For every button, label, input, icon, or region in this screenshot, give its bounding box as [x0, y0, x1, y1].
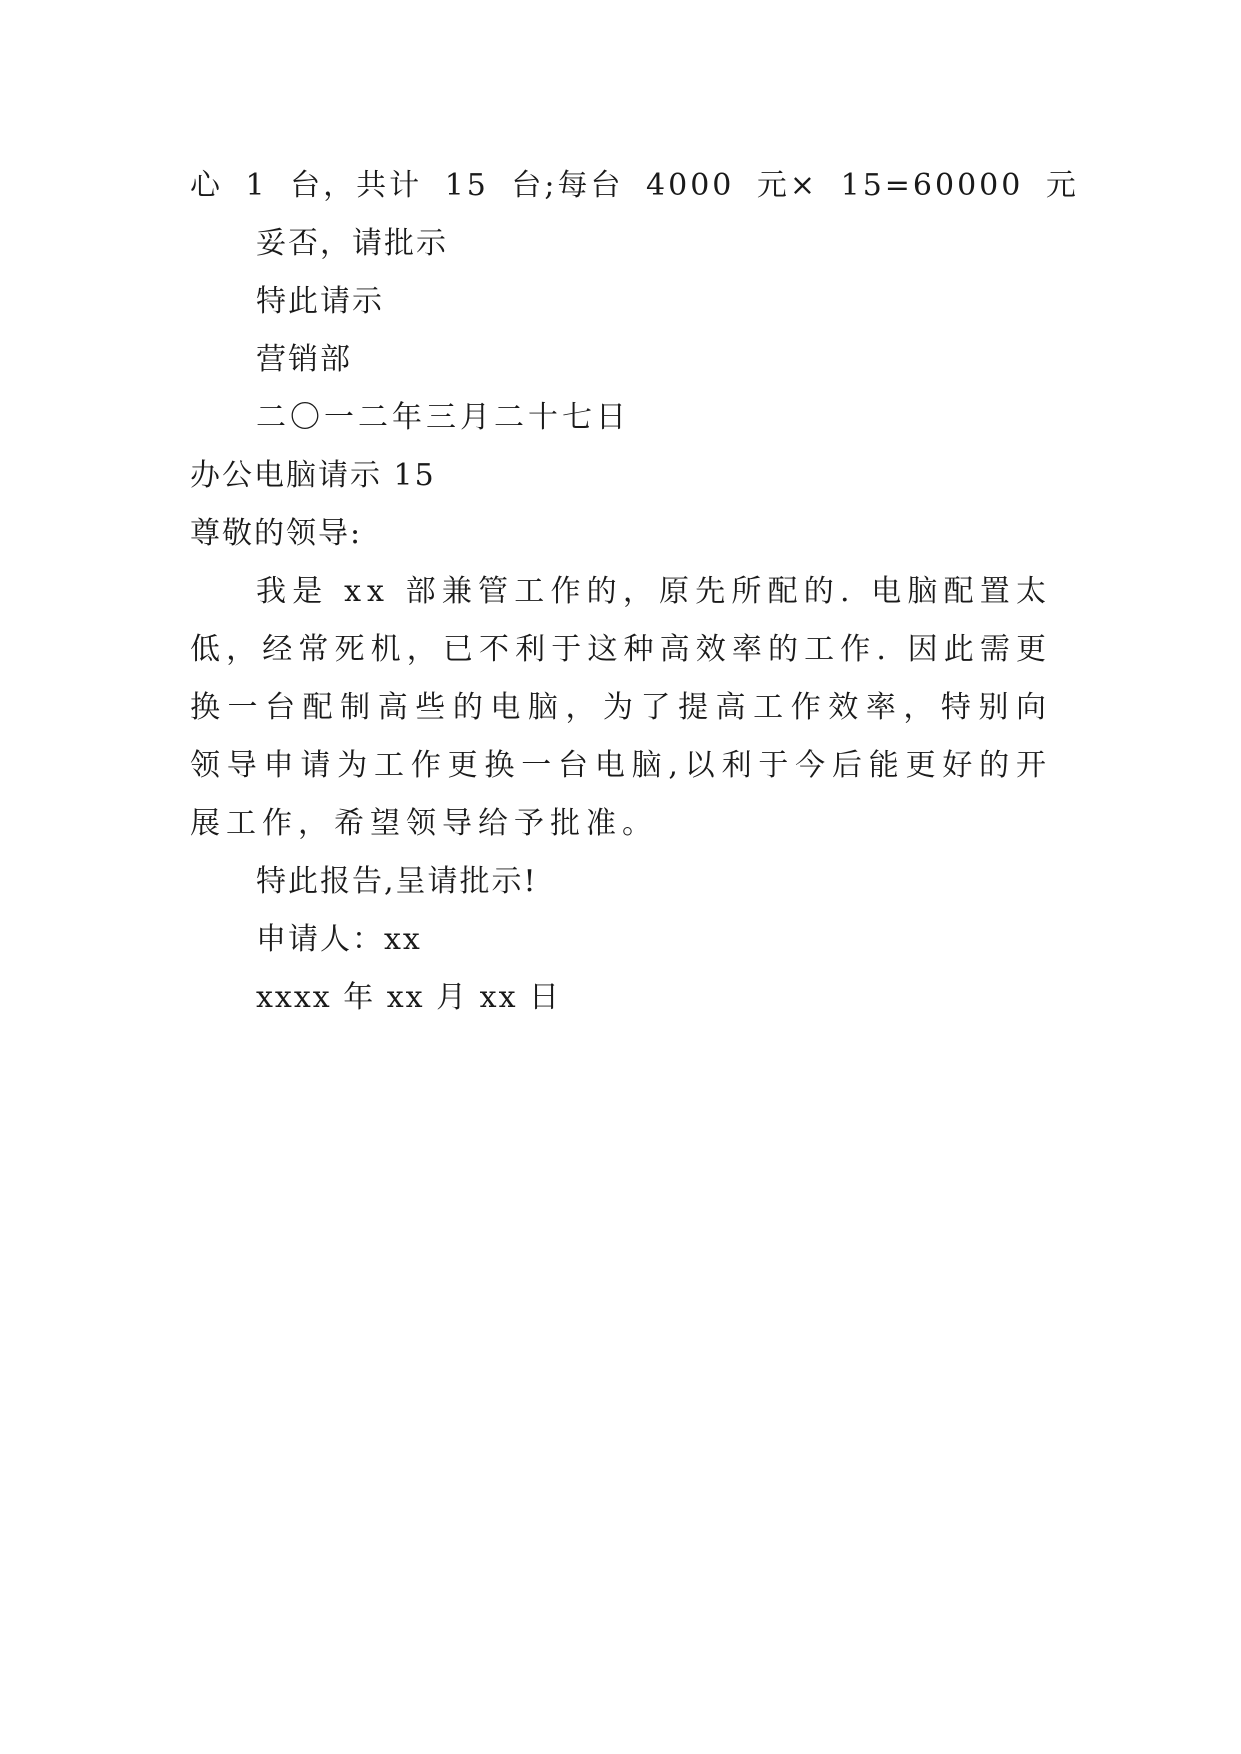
applicant: 申请人：xx [256, 922, 422, 957]
date-first: 二〇一二年三月二十七日 [256, 400, 630, 435]
body-paragraph: 我是 xx 部兼管工作的，原先所配的. 电脑配置太低，经常死机，已不利于这种高效率的工作. 因此需更换一台配制高些的电脑，为了提高工作效率，特别向领导申请为工作更换一台电脑,以利于今后能更好的开展工作，希望领导给予批准。 [190, 574, 1052, 841]
closing-report: 特此报告,呈请批示! [256, 864, 538, 899]
sender-department: 营销部 [256, 342, 352, 377]
salutation: 尊敬的领导: [190, 516, 363, 551]
date-second: xxxx 年 xx 月 xx 日 [256, 980, 562, 1015]
section-title: 办公电脑请示 15 [190, 458, 436, 493]
closing-question: 妥否，请批示 [256, 226, 448, 261]
cost-calculation-line: 心 1 台，共计 15 台;每台 4000 元× 15=60000 元 [190, 168, 1079, 203]
closing-request: 特此请示 [256, 284, 384, 319]
